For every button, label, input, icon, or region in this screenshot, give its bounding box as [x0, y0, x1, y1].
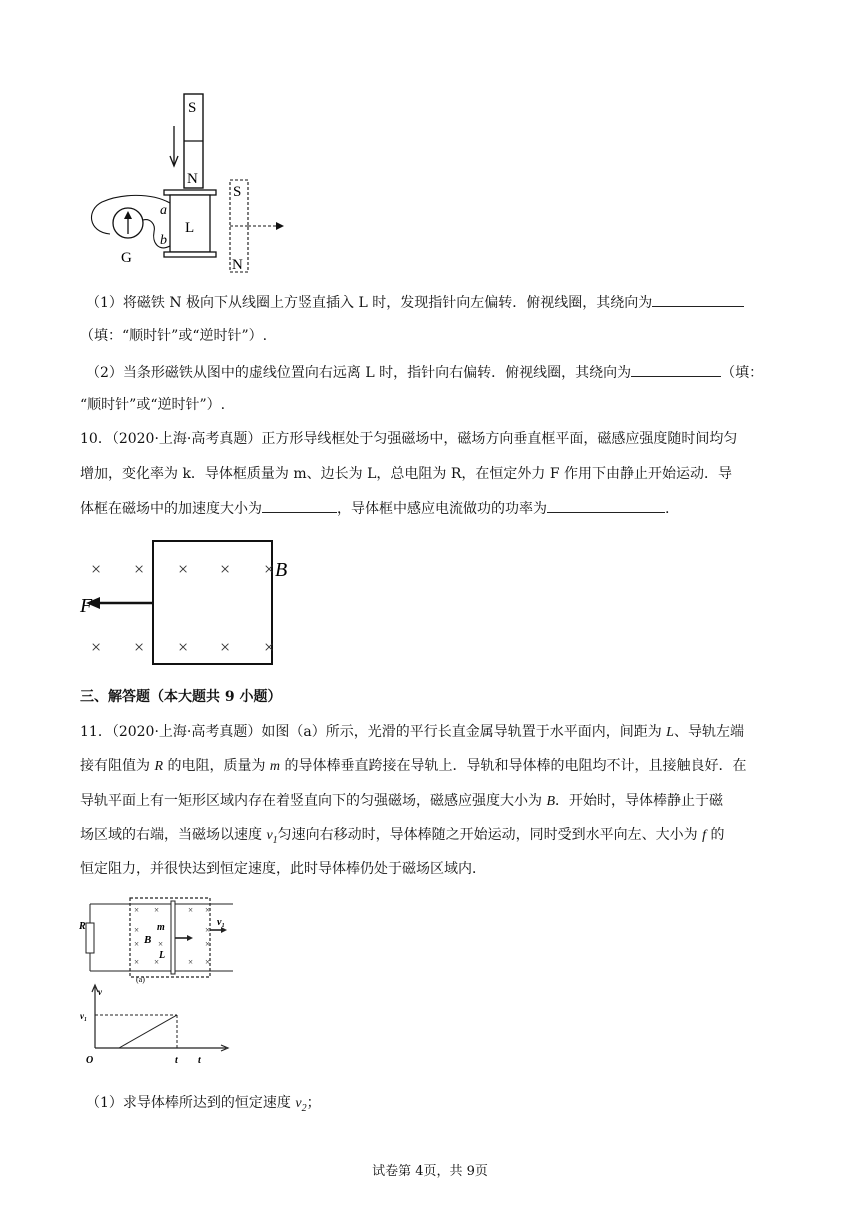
svg-text:×: × — [264, 637, 275, 657]
svg-text:×: × — [91, 637, 102, 657]
field-b-label: B — [275, 559, 288, 581]
q9-part1-line1: （1）将磁铁 N 极向下从线圈上方竖直插入 L 时，发现指针向左偏转．俯视线圈，其绕向为 — [86, 292, 744, 313]
field-crosses — [91, 559, 274, 657]
coil-flange-bottom — [164, 252, 216, 257]
coil-label: L — [185, 220, 195, 236]
q10-line3: 体框在磁场中的加速度大小为 ，导体框中感应电流做功的功率为 . — [80, 498, 669, 519]
q11-line5: 恒定阻力，并很快达到恒定速度，此时导体棒仍处于磁场区域内． — [80, 861, 486, 877]
svg-text:×: × — [134, 905, 140, 915]
svg-text:×: × — [205, 905, 211, 915]
q10-line1: 10．（2020·上海·高考真题）正方形导线框处于匀强磁场中，磁场方向垂直框平面，磁感应强度随时间均匀 — [80, 431, 738, 447]
q9-part2-line1: （2）当条形磁铁从图中的虚线位置向右远离 L 时，指针向右偏转．俯视线圈，其绕向为 （填： — [86, 362, 763, 383]
magnet-right-n-label: N — [232, 257, 243, 273]
answer-blank[interactable] — [262, 498, 337, 513]
field-b-label-small: B — [144, 934, 152, 946]
svg-text:×: × — [264, 559, 275, 579]
svg-text:×: × — [178, 559, 189, 579]
conductor-rod — [171, 901, 175, 974]
terminal-a-label: a — [160, 203, 167, 218]
svg-text:×: × — [154, 905, 160, 915]
q11-line2: 接有阻值为 R 的电阻，质量为 m 的导体棒垂直跨接在导轨上．导轨和导体棒的电阻均不计，且接触良好．在 — [80, 758, 747, 774]
answer-blank[interactable] — [547, 498, 665, 513]
svg-text:×: × — [158, 939, 164, 949]
figure-rails-and-graph — [78, 895, 238, 1075]
svg-text:×: × — [188, 905, 194, 915]
answer-blank[interactable] — [631, 362, 721, 377]
axis-v-label: v — [98, 987, 102, 997]
svg-text:×: × — [154, 957, 160, 967]
svg-text:×: × — [178, 637, 189, 657]
svg-text:×: × — [205, 957, 211, 967]
svg-text:×: × — [134, 939, 140, 949]
magnet-top-s-label: S — [188, 100, 197, 116]
resistor-label: R — [79, 921, 86, 932]
resistor — [86, 923, 94, 953]
q11-line4: 场区域的右端，当磁场以速度 $v_1$匀速向右移动时，导体棒随之开始运动，同时受到水平向左、大小为 f 的 — [80, 827, 725, 846]
mass-m-label: m — [157, 922, 165, 933]
q11-line1: 11．（2020·上海·高考真题）如图（a）所示，光滑的平行长直金属导轨置于水平面内，间距为 L、导轨左端 — [80, 724, 744, 740]
svg-text:×: × — [91, 559, 102, 579]
q11-part1: （1）求导体棒所达到的恒定速度 $v_2$； — [86, 1095, 321, 1114]
terminal-b-label: b — [160, 233, 167, 248]
figure-square-loop — [78, 538, 308, 668]
svg-text:×: × — [134, 559, 145, 579]
field-velocity-label: v₁ — [217, 917, 225, 928]
svg-text:×: × — [134, 957, 140, 967]
svg-text:×: × — [188, 957, 194, 967]
q11-line3: 导轨平面上有一矩形区域内存在着竖直向下的匀强磁场，磁感应强度大小为 B．开始时，导体棒静止于磁 — [80, 793, 724, 809]
svg-text:×: × — [134, 637, 145, 657]
tick-v1-label: v₁ — [80, 1011, 88, 1021]
svg-text:×: × — [205, 925, 211, 935]
field-region — [130, 898, 210, 977]
tick-t-label: t — [175, 1055, 178, 1066]
svg-text:×: × — [220, 637, 231, 657]
svg-text:×: × — [205, 939, 211, 949]
q9-part2-line2: “顺时针”或“逆时针”）. — [80, 397, 226, 413]
coil-flange-top — [164, 190, 216, 195]
q9-part1-line2: （填：“顺时针”或“逆时针”）. — [80, 328, 268, 344]
magnet-top-n-label: N — [187, 171, 198, 187]
magnet-right-s-label: S — [233, 184, 242, 200]
svg-text:×: × — [220, 559, 231, 579]
v1-line — [119, 1015, 177, 1048]
force-f-label: F — [80, 595, 93, 617]
origin-label: O — [86, 1055, 94, 1066]
galvanometer-label: G — [121, 250, 132, 266]
section-heading: 三、解答题（本大题共 9 小题） — [80, 689, 282, 705]
figure-magnet-coil — [80, 92, 300, 277]
length-l-label: L — [159, 950, 166, 961]
square-loop — [153, 541, 275, 664]
axis-t-label: t — [198, 1055, 201, 1066]
answer-blank[interactable] — [652, 292, 744, 307]
q10-line2: 增加，变化率为 k．导体框质量为 m、边长为 L，总电阻为 R，在恒定外力 F 作用下由静止开始运动．导 — [80, 466, 733, 482]
svg-text:×: × — [134, 925, 140, 935]
page-footer: 试卷第 4页，共 9页 — [372, 1164, 488, 1179]
figure-a-caption: (a) — [136, 975, 145, 984]
